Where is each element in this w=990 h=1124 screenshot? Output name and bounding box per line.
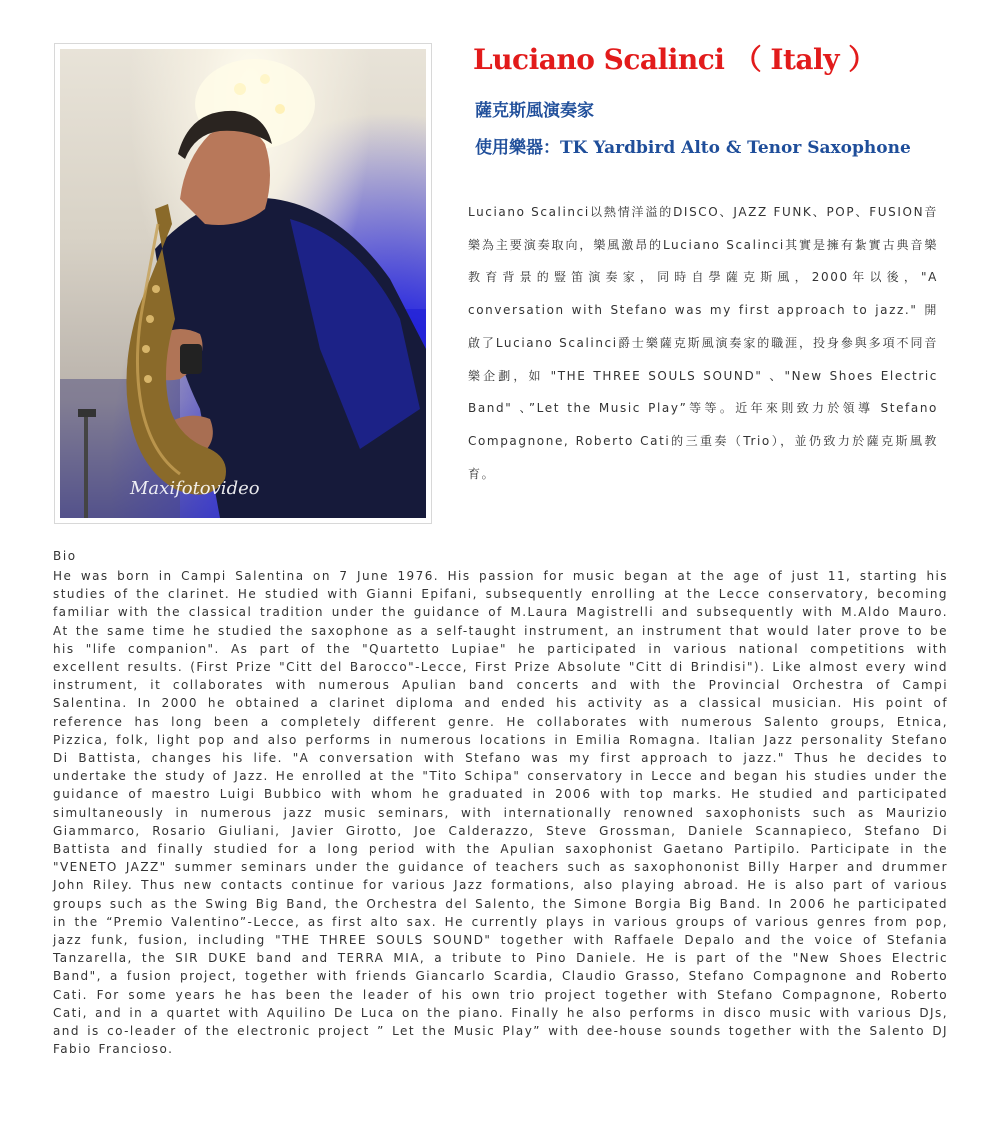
artist-photo (60, 49, 426, 518)
artist-name-title: Luciano Scalinci （ Italy ） (473, 43, 876, 76)
saxophonist-illustration (60, 49, 426, 518)
bio-label: Bio (53, 549, 77, 563)
artist-role: 薩克斯風演奏家 (475, 101, 594, 121)
photo-watermark: Maxifotovideo (130, 478, 260, 499)
intro-paragraph-zh: Luciano Scalinci以熱情洋溢的DISCO、JAZZ FUNK、POP、FUSION音樂為主要演奏取向，樂風激昂的Luciano Scalinci其實是擁有紮實古典音樂教育背景的豎笛演奏家，同時自學薩克斯風，2000年以後，"A conversation with Stefano was my first approach to jazz." 開啟了Luciano Scalinci爵士樂薩克斯風演奏家的職涯，投身參與多項不同音樂企劃，如 "THE THREE SOULS SOUND" 、"New Shoes Electric Band" 、”Let the Music Play”等等。近年來則致力於領導 Stefano Compagnone, Roberto Cati的三重奏（Trio），並仍致力於薩克斯風教育。 (468, 205, 938, 481)
artist-instrument: 使用樂器：TK Yardbird Alto & Tenor Saxophone (475, 138, 911, 158)
artist-photo-frame (54, 43, 432, 524)
bio-text: He was born in Campi Salentina on 7 June 1976. His passion for music began at the age of just 11, starting his studies of the clarinet. He studied with Gianni Epifani, subsequently enrolling at the Lecce conservatory, becoming familiar with the classical tradition under the guidance of M.Laura Magistrelli and subsequently with M.Aldo Mauro. At the same time he studied the saxophone as a self-taught instrument, an instrument that would later prove to be his "life companion". As part of the "Quartetto Lupiae" he participated in various national competitions with excellent results. (First Prize "Citt del Barocco"-Lecce, First Prize Absolute "Citt di Brindisi"). Like almost every wind instrument, it collaborates with numerous Apulian band concerts and with the Provincial Orchestra of Campi Salentina. In 2000 he obtained a clarinet diploma and ended his activity as a classical musician. His point of reference has long been a completely different genre. He collaborates with numerous Salento groups, Etnica, Pizzica, folk, light pop and also performs in numerous locations in Emilia Romagna. Italian Jazz personality Stefano Di Battista, changes his life. "A conversation with Stefano was my first approach to jazz." Thus he decides to undertake the study of Jazz. He enrolled at the "Tito Schipa" conservatory in Lecce and began his studies under the guidance of maestro Luigi Bubbico with whom he graduated in 2006 with top marks. He studied and participated simultaneously in numerous jazz music seminars, with internationally renowned saxophonists such as Maurizio Giammarco, Rosario Giuliani, Javier Girotto, Joe Calderazzo, Steve Grossman, Daniele Scannapieco, Stefano Di Battista and finally studied for a long period with the Apulian saxophonist Gaetano Partipilo. Participate in the "VENETO JAZZ" summer seminars under the guidance of teachers such as saxophononist Billy Harper and drummer John Riley. Thus new contacts continue for various Jazz formations, also playing abroad. He is also part of various groups such as the Swing Big Band, the Orchestra del Salento, the Simone Borgia Big Band. In 2006 he participated in the “Premio Valentino”-Lecce, as first alto sax. He currently plays in various groups of various genres from pop, jazz funk, fusion, including "THE THREE SOULS SOUND" together with Raffaele Depalo and the voice of Stefania Tanzarella, the SIR DUKE band and TERRA MIA, a tribute to Pino Daniele. He is part of the "New Shoes Electric Band", a fusion project, together with friends Giancarlo Scardia, Claudio Grasso, Stefano Compagnone and Roberto Cati. For some years he has been the leader of his own trio project together with Stefano Compagnone, Roberto Cati, and in a quartet with Aquilino De Luca on the piano. Finally he also performs in disco music with various DJs, and is co-leader of the electronic project ” Let the Music Play” with dee-house sounds together with the Salento DJ Fabio Francioso. (53, 569, 948, 1057)
